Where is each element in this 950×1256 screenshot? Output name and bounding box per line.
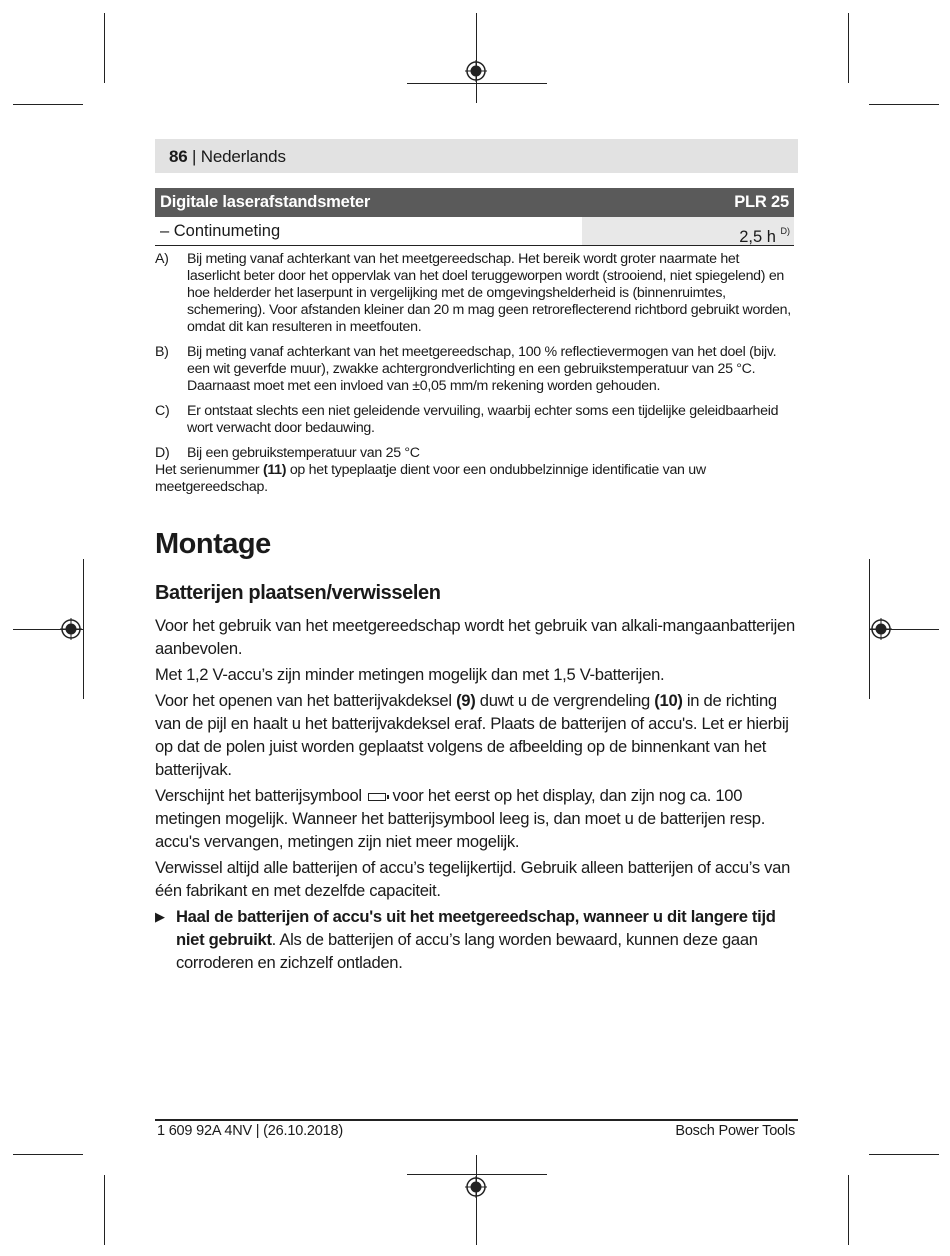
header-separator: | <box>192 147 201 166</box>
registration-line <box>407 83 547 84</box>
page-number: 86 <box>169 147 188 166</box>
footnote-marker: D) <box>155 445 170 461</box>
spec-row-value: 2,5 h <box>739 228 776 246</box>
registration-mark-icon <box>465 60 487 82</box>
footnote-item <box>155 251 795 336</box>
crop-mark <box>104 1175 105 1245</box>
registration-line <box>407 1174 547 1175</box>
page-header-text <box>169 147 286 167</box>
serial-note-text: Het serienummer <box>155 462 263 478</box>
warning-arrow-icon: ▶ <box>155 909 165 924</box>
page-header <box>155 139 798 173</box>
footnote-text: Bij een gebruikstemperatuur van 25 °C <box>187 445 420 461</box>
spec-row-value-cell <box>582 217 794 245</box>
paragraph: Met 1,2 V-accu’s zijn minder metingen mogelijk dan met 1,5 V-batterijen. <box>155 665 665 684</box>
warning-bold: Haal de batterijen of accu's uit het meetgereedschap, wanneer u dit langere tijd niet gebruikt <box>176 907 776 949</box>
crop-mark <box>13 1154 83 1155</box>
paragraph-text: Verschijnt het batterijsymbool <box>155 786 362 805</box>
registration-line <box>476 1155 477 1245</box>
part-ref: (9) <box>456 691 476 710</box>
product-model: PLR 25 <box>734 193 789 211</box>
footnote-ref: D) <box>780 226 790 236</box>
registration-line <box>83 559 84 699</box>
footer-doc-id: 1 609 92A 4NV | (26.10.2018) <box>157 1123 344 1139</box>
footnote-item <box>155 344 795 395</box>
serial-note-text-end: op het typeplaatje dient voor een ondubbelzinnige identificatie van uw meetgereedschap. <box>155 462 706 495</box>
spec-row-label: – Continumeting <box>160 221 281 240</box>
product-name: Digitale laserafstandsmeter <box>160 193 371 211</box>
paragraph <box>155 784 798 853</box>
serial-note-ref: (11) <box>262 462 287 478</box>
paragraph-text: duwt u de vergrendeling <box>475 691 655 710</box>
spec-table-header <box>155 188 794 217</box>
crop-mark <box>848 1175 849 1245</box>
warning-item <box>155 905 798 974</box>
footnote-item <box>155 445 795 462</box>
paragraph: Verwissel altijd alle batterijen of accu’s tegelijkertijd. Gebruik alleen batterijen of accu’s van één fabrikant en met dezelfde capaciteit. <box>155 858 791 900</box>
footnote-item <box>155 403 795 437</box>
spec-table-row <box>155 217 794 246</box>
footnote-text: Er ontstaat slechts een niet geleidende vervuiling, waarbij echter soms een tijdelijke geleidbaarheid wort verwacht door bedauwing. <box>187 403 779 436</box>
part-ref: (10) <box>654 691 683 710</box>
spec-table <box>155 188 794 246</box>
paragraph-text: Voor het openen van het batterijvakdeksel <box>155 691 457 710</box>
serial-note <box>155 462 795 496</box>
registration-mark-icon <box>870 618 892 640</box>
warning-rest: . Als de batterijen of accu’s lang worden bewaard, kunnen deze gaan corroderen en zichzelf ontladen. <box>176 930 758 972</box>
paragraph: Voor het gebruik van het meetgereedschap wordt het gebruik van alkali-mangaanbatterijen aanbevolen. <box>155 616 795 658</box>
subsection-title: Batterijen plaatsen/verwisselen <box>155 582 441 604</box>
paragraph-text: in de richting van de pijl en haalt u het batterijvakdeksel eraf. Plaats de batterijen of accu's. Let er hierbij op dat de polen juist worden geplaatst volgens de afbeelding op de binnenkant van het batterijvak. <box>155 691 789 779</box>
registration-line <box>476 13 477 103</box>
battery-icon <box>368 793 386 801</box>
warning-text <box>176 905 798 974</box>
crop-mark <box>869 104 939 105</box>
crop-mark <box>869 1154 939 1155</box>
footnotes <box>155 251 795 496</box>
footnote-text: Bij meting vanaf achterkant van het meetgereedschap, 100 % reflectievermogen van het doel (bijv. een wit geverfde muur), zwakke achtergrondverlichting en een gebruikstemperatuur van 25 °C. Daarnaast moet met een invloed van ±0,05 mm/m rekening worden gehouden. <box>187 344 777 394</box>
paragraph-text: voor het eerst op het display, dan zijn nog ca. 100 metingen mogelijk. Wanneer het batterijsymbool leeg is, dan moet u de batterijen resp. accu's vervangen, metingen zijn niet meer mogelijk. <box>155 786 766 851</box>
footnote-marker: B) <box>155 344 169 360</box>
crop-mark <box>13 104 83 105</box>
registration-mark-icon <box>60 618 82 640</box>
header-language: Nederlands <box>200 147 286 166</box>
footnote-marker: A) <box>155 251 169 267</box>
footer-rule <box>155 1119 798 1121</box>
footer-brand: Bosch Power Tools <box>675 1123 795 1139</box>
section-title: Montage <box>155 528 271 560</box>
paragraph <box>155 689 798 781</box>
body-text <box>155 614 798 974</box>
registration-mark-icon <box>465 1176 487 1198</box>
crop-mark <box>104 13 105 83</box>
footnote-marker: C) <box>155 403 170 419</box>
crop-mark <box>848 13 849 83</box>
footnote-text: Bij meting vanaf achterkant van het meetgereedschap. Het bereik wordt groter naarmate het laserlicht beter door het oppervlak van het doel teruggeworpen wordt (strooiend, niet spiegelend) en hoe helderder het laserpunt in vergelijking met de omgevingshelderheid is (binnenruimtes, schemering). Voor afstanden kleiner dan 20 m mag geen retroreflecterend richtbord gebruikt worden, omdat dit kan resulteren in meetfouten. <box>187 251 791 335</box>
